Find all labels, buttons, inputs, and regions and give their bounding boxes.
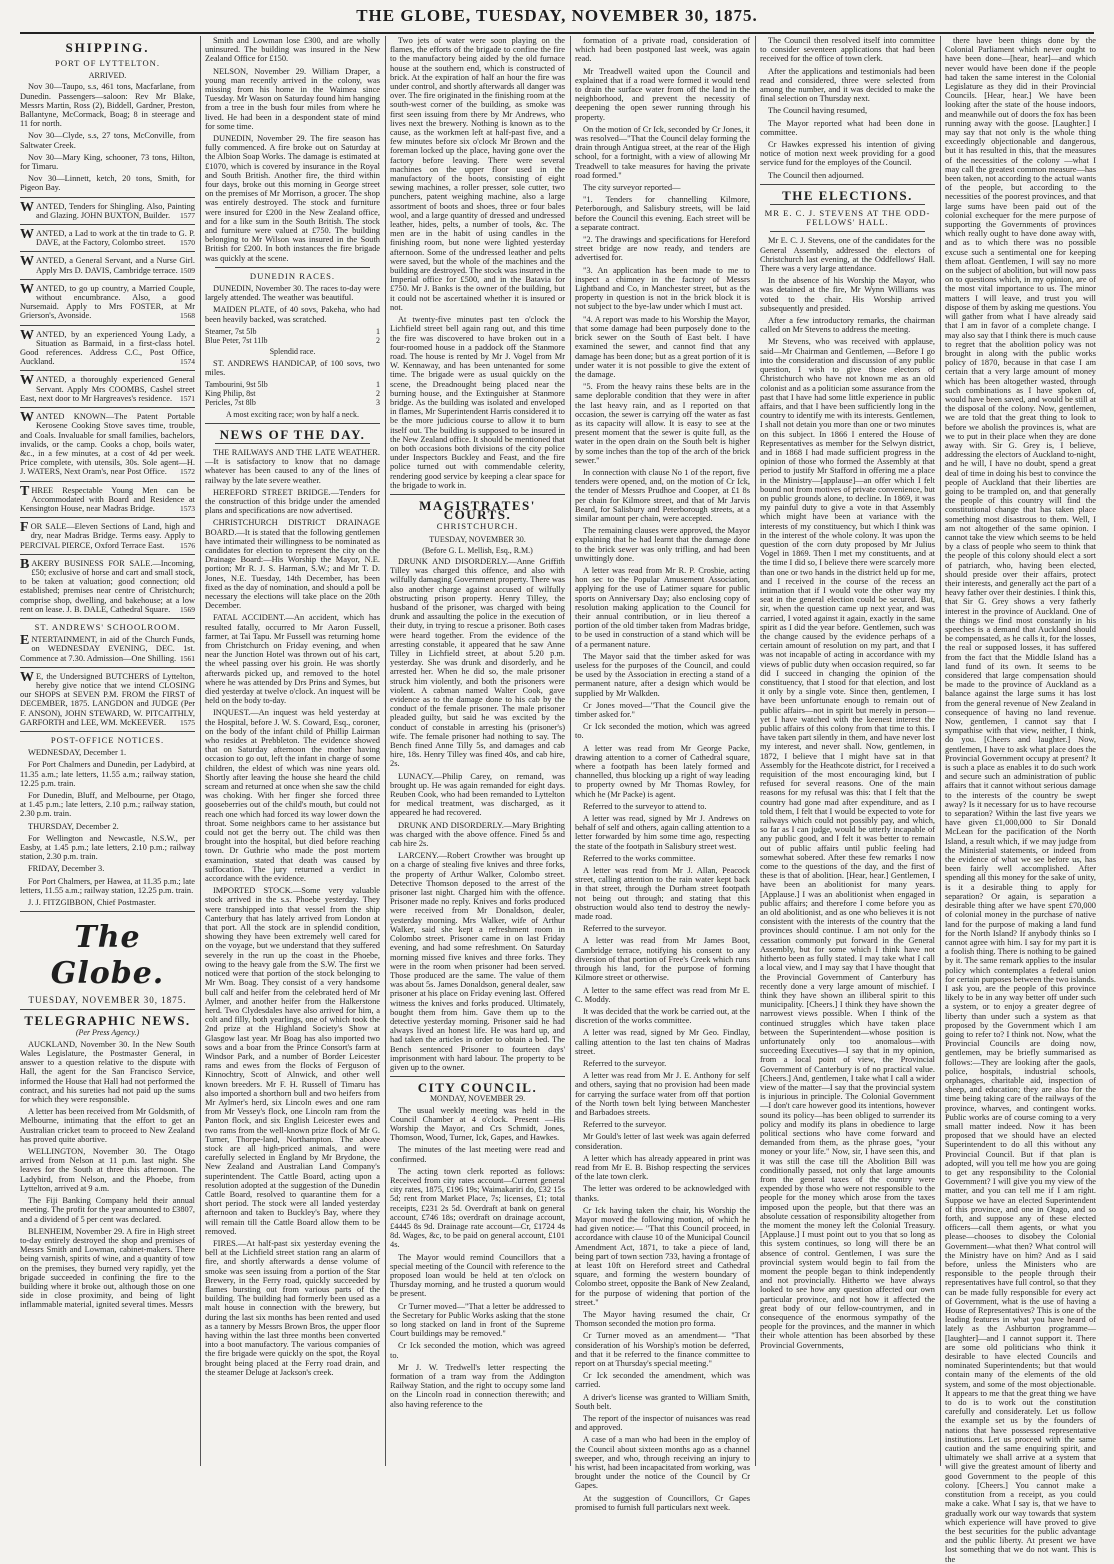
magistrates-city: CHRISTCHURCH.: [436, 521, 519, 532]
divider: [215, 443, 370, 444]
globe-logo: The Globe.: [50, 920, 165, 992]
ad-text: HREE Respectable Young Men can be Accommodated with Board and Residence at Kensington House, near Madras Bridge.: [20, 485, 195, 513]
council-paragraph: A letter to the same effect was read from Mr E. C. Moddy.: [575, 985, 750, 1004]
ad-initial: W: [20, 254, 34, 270]
classified-ad: [20, 412, 195, 476]
council-paragraph: It was decided that the work be carried out, at the discretion of the works committee.: [575, 1006, 750, 1026]
council-paragraph: "4. A report was made to his Worship the Mayor, that some damage had been purposely done to the brick sewer on the South of East belt. I have examined the sewer, and cannot find that any damage has been done; but as a great portion of it is under water it is not possible to give the extent of the damage.: [575, 314, 750, 379]
telegram-paragraph: A letter has been received from Mr Goldsmith, of Melbourne, intimating that the effort to get an Australian cricket team to proceed to New Zealand has proved quite abortive.: [20, 1107, 195, 1144]
horse-name: Blue Peter, 7st 11lb: [205, 336, 268, 346]
divider: [20, 911, 195, 912]
council-paragraph: A letter was read from Mr R. P. Crosbie, acting hon sec to the Popular Amusement Association, applying for the use of Latimer square for public sports on Anniversary Day; also enclosing copy of resolution making application to the Council for their annual contribution, or in lieu thereof a portion of the old timber taken from Madras bridge, to be used in construction of a stand which will be of a permanent nature.: [575, 565, 750, 649]
council-paragraph: Mr Treadwell waited upon the Council and explained that if a road were formed it would tend to drain the surface water from off the land in the neighborhood, and prevent the necessity of deepening the open sewer running through his property.: [575, 66, 750, 122]
council-close: [760, 36, 935, 180]
city-council-continuation: [575, 36, 750, 1512]
divider: [20, 731, 195, 732]
ad-initial: W: [20, 281, 34, 297]
column-6: [945, 36, 1096, 1564]
council-paragraph: "2. The drawings and specifications for Hereford street bridge are now ready, and tenders are advertised for.: [575, 235, 750, 263]
ad-number: 1509: [180, 265, 195, 275]
arrivals-list: [20, 82, 195, 192]
speech-paragraph: After a few introductory remarks, the chairman called on Mr Stevens to address the meeting.: [760, 316, 935, 335]
divider: [770, 231, 925, 232]
council-paragraph: The Council then adjourned.: [768, 170, 864, 180]
divider: [20, 667, 195, 668]
ad-number: 1561: [180, 653, 195, 663]
council-paragraph: A driver's license was granted to William Smith, South belt.: [575, 1392, 750, 1411]
races-report: [205, 284, 380, 324]
council-paragraph: The letter was ordered to be acknowledged with thanks.: [575, 1184, 750, 1203]
ad-text: ANTED, by an experienced Young Lady, a Situation as Barmaid, in a first-class hotel. Good references. Address C.C., Post Office, Auckland.: [20, 329, 195, 367]
post-office-entry: THURSDAY, December 2.: [28, 821, 119, 831]
divider: [770, 204, 925, 205]
ad-initial: W: [20, 669, 34, 685]
columns: [20, 36, 1096, 1564]
race-result-row: [205, 389, 380, 398]
council-paragraph: Cr Turner moved—"That a letter be addressed to the Secretary for Public Works asking that the stone so long stacked on land in front of the Supreme Court buildings may be removed.": [390, 1301, 565, 1339]
post-office-entry: FRIDAY, December 3.: [28, 864, 105, 874]
post-office-notices: [20, 748, 195, 907]
ad-initial: W: [20, 373, 34, 389]
council-paragraph: formation of a private road, consideration of which had been postponed last week, was again read.: [575, 36, 750, 64]
column-1: [20, 36, 195, 1466]
race-1-note: Splendid race.: [269, 347, 316, 357]
city-council-report: [390, 1106, 565, 1409]
race-result-row: [205, 336, 380, 345]
post-office-entry: For Port Chalmers, per Hawea, at 11.35 p.m.; late letters, 11.55 a.m.; railway station, 12.25 p.m. train.: [20, 876, 195, 895]
news-item: HEREFORD STREET BRIDGE.—Tenders for the construction of this bridge under the amended plans and specifications are now advertised.: [205, 487, 380, 516]
ad-initial: W: [20, 199, 34, 215]
ad-initial: W: [20, 227, 34, 243]
ad-initial: T: [20, 483, 30, 499]
elections-heading: THE ELECTIONS.: [782, 187, 913, 203]
divider: [20, 197, 195, 198]
council-paragraph: The Council having resumed,: [768, 106, 868, 116]
ad-text: ANTED KNOWN—The Patent Portable Kerosene Cooking Stove saves time, trouble, and Coals. Invaluable for small families, bachelors, invalids, or the camp. Cooks a chop, boils water, &c., in a few minutes, at a cost of 4d per week. Price complete, with utensils, 30s. Sole agent—H. J. WATERS, Next Oram's, near Post Office.: [20, 412, 195, 477]
ad-initial: F: [20, 520, 29, 536]
city-council-date: MONDAY, NOVEMBER 29.: [429, 1094, 526, 1104]
ad-text: E, the Undersigned BUTCHERS of Lyttelton, hereby give notice that we intend CLOSING our SHOPS at SEVEN P.M. FROM the FIRST of DECEMBER, 1875. LANGDON and JUDGE (Per F. ANSON), JOHN STEWARD, W. PITCAITHLY, GARFORTH and LEE, WM. McKEEVER.: [20, 671, 195, 727]
council-paragraph: A letter was read, signed by Mr Geo. Findlay, calling attention to the last ten chains of Madras street.: [575, 1028, 750, 1056]
council-paragraph: Mr Gould's letter of last week was again deferred consideration.: [575, 1132, 750, 1151]
column-rule: [940, 36, 941, 1466]
divider: [20, 407, 195, 408]
speech-paragraph: Mr E. C. J. Stevens, one of the candidates for the General Assembly, addressed the electors of Christchurch last evening, at the Oddfellows' Hall. There was a very large attendance.: [760, 236, 935, 274]
post-office-entry: For Wellington and Newcastle, N.S.W., per Easby, at 1.45 p.m.; late letters, 2.10 p.m.; railway station, 2.30 p.m. train.: [20, 833, 195, 862]
council-paragraph: The city surveyor reported—: [583, 183, 681, 193]
race-1-results: [205, 327, 380, 345]
post-office-entry: For Dunedin, Bluff, and Melbourne, per Otago, at 1.45 p.m.; late letters, 2.10 p.m.; railway station, 2.30 p.m. train.: [20, 791, 195, 819]
shipping-heading: SHIPPING.: [65, 40, 150, 55]
news-item: THE RAILWAYS AND THE LATE WEATHER. —It is satisfactory to know that no damage whatever has been caused to any of the lines of railway by the late severe weather.: [205, 447, 380, 485]
divider: [20, 1009, 195, 1010]
news-paragraph: NELSON, November 29. William Draper, a young man recently arrived in the colony, was missing from his home in the Waimea since Tuesday. Mr Wason on Saturday found him hanging from a tree in the bush four miles from where he lived. He had been in a despondent state of mind for some time.: [205, 66, 380, 131]
horse-name: Pericles, 7st 8lb: [205, 398, 256, 408]
council-paragraph: A letter was read from Mr George Packe, drawing attention to a corner of Cathedral square, where a footpath has been lately formed and channelled, thus blocking up a right of way leading to property owned by Mr Thomas Rowley, for which he (Mr Packe) is agent.: [575, 743, 750, 799]
school-ad: [20, 635, 195, 663]
council-paragraph: Referred to the surveyor.: [583, 1058, 667, 1068]
council-paragraph: The Mayor having resumed the chair, Cr Thomson seconded the motion pro forma.: [575, 1310, 750, 1329]
divider: [20, 554, 195, 555]
classified-ad: [20, 327, 195, 367]
council-paragraph: A letter was read from Mr J. Allan, Peacock street, calling attention to the rain water kept back in that street, through the Durham street footpath not being out through; and stating that this obstruction would also tend to destroy the newly-made road.: [575, 866, 750, 922]
divider: [20, 251, 195, 252]
council-paragraph: The Council then resolved itself into committee to consider seventeen applications that had been received for the office of town clerk.: [760, 36, 935, 64]
ad-initial: W: [20, 410, 34, 426]
telegram-paragraph: The Fiji Banking Company held their annual meeting. The profit for the year amounted to £3807, and a dividend of 5 per cent was declared.: [20, 1196, 195, 1224]
news-paragraph: DUNEDIN, November 29. The fire season has fully commenced. A fire broke out on Saturday at the Albion Soap Works. The damage is estimated at £1070, which is covered by insurance in the Royal and South British. Another fire, the third within four days, broke out this morning in George street on the premises of Mr Morrison, a grocer. The shop was entirely destroyed. The stock and furniture were insured for £200 in the New Zealand office, and for a like sum in the South British. The stock and furniture were valued at £750. The building belonging to Mr Wilson was insured in the South British for £200. In both instances the fire brigade was quickly at the scene.: [205, 134, 380, 263]
masthead-rule: [20, 32, 1094, 34]
ad-initial: W: [20, 327, 34, 343]
magistrates-cases: [390, 557, 565, 1072]
ad-text: ANTED, to go up country, a Married Couple, without encumbrance. Also, a good Nursemaid. Apply to Mrs FOSTER, at Mr Grierson's, Avonside.: [20, 283, 195, 321]
council-paragraph: Referred to the works committee.: [583, 853, 696, 863]
elections-subheading: MR E. C. J. STEVENS AT THE ODD-FELLOWS' HALL.: [764, 208, 931, 228]
news-item: IMPORTED STOCK.—Some very valuable stock arrived in the s.s. Phoebe yesterday. They were transhipped into that vessel from the ship Canterbury that has lately arrived from London at that port. All the stock are in splendid condition, showing they have been extremely well cared for on the voyage, but we understand that they suffered severely in the run up the coast in the Phoebe, owing to the heavy gale from the S.W. The first we noticed were that portion of the stock belonging to Mr Wm. Boag. They consist of a very handsome bull calf and heifer from the celebrated herd of Mr Aylmer, and another heifer from the Halkerstone herd. Two Clydesdales have also arrived for him, a colt and filly, both yearlings, one of which took the 2nd prize at the Highland Society's Show at Glasgow last year. Mr Boag has also imported two sows and a boar from the Prince Consort's farm at Windsor Park, and a number of Border Leicester rams and ewes from the flocks of Ferguson of Kinnochtry, Scott of Alnwick, and other well known breeders. Mr F. H. Russell of Timaru has also imported a shorthorn bull and two heifers from Mr Aylmer's herd, six Lincoln ewes and one ram from Mr Vessey's flock, one Lincoln ram from the Panton flock, and six English Leicester ewes and two rams from the well-known prize flock of Mr G. Turner, Thorpe-land, Northampton. The above stock are all high-priced animals, and were carefully selected in England by Mr Brydone, the New Zealand and Australian Land Company's superintendent. The Cattle Board, acting upon a resolution adopted at the suggestion of the Dunedin Cattle Board, resolved to quarantine them for a short period. The stock were all landed yesterday afternoon and taken to Buckley's Bay, where they will remain till the Cattle Board allow them to be removed.: [205, 886, 380, 1236]
council-paragraph: On the motion of Cr Ick, seconded by Cr Jones, it was resolved—"That the Council delay forming the drain through Antigua street, at the rear of the High school, for a fortnight, with a view of allowing Mr Treadwell to take measures for having the private road formed.": [575, 124, 750, 180]
council-paragraph: The Mayor said that the timber asked for was useless for the purposes of the Council, and could be used by the Association in erecting a stand of a permanent nature, after a design which would be supplied by Mr Walkden.: [575, 651, 750, 698]
fire-paragraph: Two jets of water were soon playing on the flames, the efforts of the brigade to confine the fire to the manufactory being aided by the old furnace house at the southern end, which is constructed of brick. At the expiration of half an hour the fire was under control, and shortly afterwards all danger was over. The fire originated in the finishing room at the south-west corner of the building, as smoke was first seen issuing from there by Mr Andrews, who lives next the brewery. Nothing is known as to the cause, as the workmen left at half-past five, and a few minutes before six o'clock Mr Brown and the foreman locked up the place, having gone over the factory before leaving. There were several machines on the upper floor used in the manufactory of the boots, consisting of eight sewing machines, a roller presser, sole cutter, two punchers, patent weighing machine, also a large assortment of boots and shoes, three or four bales wool, and a large quantity of dressed and undressed leather, hides, pelts, a number of tools, &c. The men are in the habit of using candles in the finishing room, but none were lighted yesterday afternoon. Some of the undressed leather and pelts were saved, but the whole of the machines and the building are destroyed. The stock was insured in the Imperial office for £500, and in the Batavia for £750. Mr J. Banks is the owner of the building, but it could not be ascertained whether it is insured or not.: [390, 36, 565, 312]
council-paragraph: Cr Ick seconded the motion, which was agreed to.: [390, 1341, 565, 1360]
news-item: FIRES.—At half-past six yesterday evening the bell at the Lichfield street station rang an alarm of fire, and shortly afterwards a dense volume of smoke was seen issuing from a portion of the Star Brewery, in the Ferry road, quickly succeeded by flames bursting out from various parts of the building. The building had formerly been used as a malt house in connection with the brewery, but during the last six months has been rented and used as a tannery by Messrs Brown Bros, the upper floor having within the last three months been converted into a boot manufactory. The various companies of the fire brigade were quickly on the spot, the Royal brought being placed at the Ferry road drain, and the steamer Deluge at Jackson's creek.: [205, 1238, 380, 1377]
fires-continuation: [390, 36, 565, 490]
ad-initial: E: [20, 633, 30, 649]
classified-ad: [20, 522, 195, 550]
council-paragraph: The minutes of the last meeting were read and confirmed.: [390, 1145, 565, 1164]
column-rule: [570, 36, 571, 1466]
classified-ad: [20, 256, 195, 274]
races-heading: DUNEDIN RACES.: [249, 270, 336, 281]
post-office-heading: POST-OFFICE NOTICES.: [50, 734, 165, 745]
magistrates-heading: MAGISTRATES' COURTS.: [419, 497, 536, 523]
divider: [20, 279, 195, 280]
ad-text: ANTED, a thoroughly experienced General Servant. Apply Mrs COOMBS, Cashel street East, next door to Mr Hargreaves's residence.: [20, 375, 195, 403]
council-paragraph: Referred to the surveyor to attend to.: [583, 801, 707, 811]
races-paragraph: DUNEDIN, November 30. The races to-day were largely attended. The weather was beautiful.: [205, 284, 380, 303]
divider: [20, 481, 195, 482]
divider: [20, 517, 195, 518]
fire-paragraph: At twenty-five minutes past ten o'clock the Lichfield street bell again rang out, and this time the fire was discovered to have broken out in a four-roomed house in a paddock off the Stanmore road. The house is rented by Mr J. Vogel from Mr W. Kennaway, and has been untenanted for some time. The brigade were as usual quickly on the scene, the Dreadnought being placed near the burning house, and the Extinguisher at Stanmore bridge. As the building was isolated and enveloped in flames, Mr Superintendent Harris considered it to be the more judicious course to allow it to burn itself out. The building is supposed to be insured in the New Zealand office. It should be mentioned that on both occasions both divisions of the city police under Inspectors Buckley and Feast, and the fire police turned out with commendable celerity, rendering good service by keeping a clear space for the brigade to work in.: [390, 315, 565, 490]
divider: [20, 224, 195, 225]
classified-ad: [20, 375, 195, 403]
arrived-heading: ARRIVED.: [88, 71, 127, 81]
horse-name: Tambourini, 9st 5lb: [205, 379, 268, 389]
news-of-day: [205, 448, 380, 1377]
divider: [760, 184, 935, 185]
speech-paragraph: In the absence of his Worship the Mayor, who was detained at the fire, Mr Wynn Williams was voted to the chair. His Worship arrived subsequently and presided.: [760, 276, 935, 313]
elections-report: [760, 236, 935, 1349]
race-result-row: [205, 327, 380, 336]
council-paragraph: The Mayor reported what had been done in committee.: [760, 118, 935, 137]
column-rule: [385, 36, 386, 1466]
column-rule: [200, 36, 201, 1466]
race-2-results: [205, 380, 380, 408]
page-masthead: THE GLOBE, TUESDAY, NOVEMBER 30, 1875.: [356, 6, 758, 25]
post-office-entry: J. J. FITZGIBBON, Chief Postmaster.: [28, 898, 156, 908]
news-of-day-heading: NEWS OF THE DAY.: [219, 426, 366, 442]
ad-number: 1572: [180, 467, 195, 477]
speech-paragraph: there have been things done by the Colonial Parliament which never ought to have been done—[hear, hear]—and which never would have been done if the people had taken the same interest in the Colonial Legislature as they did in their Provincial Councils. [Hear, hear.] We have been looking after the state of the house indoors, and meanwhile out of doors the fox has been running away with the goose. [Laughter.] I may say that not only is the whole thing exceedingly objectionable and dangerous, but it has resulted in this, that the measures of the necessities of the colony —what I may call the greatest common measure—has been taken, not according to the actual wants of the people, but according to the necessities of the poorest provinces, and that large sums have been paid out of the colonial exchequer for the mere purpose of supporting the Governments of provinces which really ought to have done away with, and as to which there was no possible excuse such a sentimental one for keeping them afloat. Gentlemen, I will say no more on the subject of abolition, but will now pass on to questions which, in my opinion, are of the most vital importance to us. The minor matters I will leave, and trust you will dispose of them by asking me questions. You will gather from what I have already said that I am in favor of a complete change. I may also say that I think there is much cause to regret that the abolition policy was not brought in along with the public works policy of 1870, because in that case I am certain that a very large amount of money which has been altogether wasted, through such combinations as I have spoken of, would have been saved, and would be still at the disposal of the colony. Now, gentlemen, we are told that the great thing to look to before we abolish the provinces is, what are we to put in their place when they are done away with. Sir G. Grey is, I believe, addressing the electors of Auckland to-night, and he will, I have no doubt, spend a great deal of time in doing his best to convince the people of Auckland that their liberties are going to be trampled on, and that generally the people of this country will find the constitutional change that has taken place something most disastrous to them. Well, I am not altogether of the same opinion. I cannot take the view which seems to be held by a class of people who seem to think that the people of this colony should elect a sort of patriarch, who, having been elected, should preside over their affairs, protect their interests, and generally act the part of a heavy father over their destinies. I think this, that Sir G. Grey shows a very fatherly interest in the province of Auckland. One of the things we find most constantly in his speeches is a demand that Auckland should be compensated, as he calls it, for the losses, the real or supposed losses, it has suffered from the fact that the Middle Island has a land fund of its own. It seems to be considered that large compensation should be made to the province of Auckland as a balance against the large sums it has lost from the general revenue of New Zealand in consequence of having no land revenue. Now, gentlemen, I cannot say that I sympathise with that view, neither, I think, do you. [Cheers and laughter.] Now, gentlemen, I have to ask what place does the Provincial Government occupy at present? It is such a place as enables it to do such work and secure such an administration of public affairs that it cannot without serious damage to the interests of the country be swept away? Is it necessary for us to have recourse to separation? Within the last five years we have given £1,000,000 to Sir Donald McLean for the pacification of the North Island, a result which, if we may judge from the Ministerial statements, or indeed from the evidence of what we see before us, has been fairly well accomplished. After spending all this money for the sake of unity, is it a desirable thing to apply for separation? Or again, is separation a desirable thing after we have spent £70,000 of colonial money in the purchase of native land for the purpose of making a land fund for the North Island? If anybody thinks so I cannot agree with him. I say for my part it is a foolish thing. There is nothing to be gained by it. The same remark applies to the insular policy which contemplates a federal union for certain purposes between the two islands. I ask you, are the people of this province likely to be in any way better off under such a system, or to enjoy a greater degree of liberty than under such a system as that proposed by the Government which I am going to refer to? I think not. Now, what the Provincial Councils are doing now, gentlemen, may be briefly summarised as follows:—They are looking after the gaols, police, hospitals, industrial schools, orphanages, charitable aid, inspection of sheep, and education; they are also for the time being taking care of the railways of the province, wharves, and contingent works. Public works are of course coming to a very small matter indeed. Now it has been proposed that we should have an elected Superintendent to do all this without any Provincial Council. But if that plan is adopted, will you tell me how you are going to get any responsibility to the Colonial Government? I will give you my view of the matter, and you can tell me if I am right. Suppose we have an elected Superintendent of this province, and one in Otago, and so forth, and suppose any of these elected officers—call them agents, or what you please—chooses to disobey the Colonial Government—what then? What control will the Ministry have on him? And as I said before, unless the Ministers who are responsible to the people through their representatives have full control, so that they can be made fully responsible for every act of Government, what is the use of having a House of Representatives? This is one of the leading features in what you have heard of lately as the Ashburton programme—[laughter]—and I cannot support it. There are some old politicians who think it desirable to have elected Councils and nominated Superintendents; but that would contain many of the elements of the old system, and some of the most objectionable. It appears to me that the great thing we have to do is to work out the constitution carefully and considerately. Let us follow the example set us by the founders of nations that have possessed representative institutions. Let us proceed with the same caution and the same enquiring spirit, and ultimately we shall arrive at a system that will give the greatest amount of liberty and good Government to the people of this colony. [Cheers.] You cannot make a constitution from a receipt, as you could make a cake. What I say is, that we have to gradually work our way towards that system which experience will have proved to give the best securities for the public advantage and the public liberty. At present we have lost something that we do not want. This is the: [945, 36, 1096, 1564]
placing: 1: [376, 379, 380, 389]
horse-name: Steamer, 7st 5lb: [205, 326, 257, 336]
news-item: CHRISTCHURCH DISTRICT DRAINAGE BOARD.—It is stated that the following gentlemen have intimated their willingness to be nominated as candidates for election to represent the city on the Drainage Board:—His Worship the Mayor, N.E. portion; Mr R. J. S. Harman, S.W.; and Mr T. D. Jones, N.E. Tuesday, 14th December, has been fixed as the day of nomination, and should a poll be necessary the elections will take place on the 20th December.: [205, 518, 380, 611]
council-paragraph: Cr Ick having taken the chair, his Worship the Mayor moved the following motion, of which he had given notice:— "That this Council proceed, in accordance with clause 10 of the Municipal Council Amendment Act, 1871, to take a piece of land, being part of town section 733, having a frontage of at least 10ft on Hereford street and Cathedral square, and forming the western boundary of Colombo street, opposite the Bank of New Zealand, for the purpose of widening that portion of the street.": [575, 1205, 750, 1307]
divider: [215, 267, 370, 268]
placing: 1: [376, 326, 380, 336]
arrival-entry: Nov 30—Taupo, s.s, 461 tons, Macfarlane, from Dunedin. Passengers—saloon: Rev Mr Blake, Messrs Martin, Ross (2), Biddell, Gardner, Preston, Ballantyne, McCormack, Boag; 8 in steerage and 11 for north.: [20, 82, 195, 129]
ad-text: ANTED, a General Servant, and a Nurse Girl. Apply Mrs D. DAVIS, Cambridge terrace.: [36, 256, 195, 275]
classified-ad: [20, 556, 195, 614]
telegraphic-heading: TELEGRAPHIC NEWS.: [24, 1013, 191, 1029]
telegraphic-byline: (Per Press Agency.): [75, 1027, 140, 1037]
ad-text: ANTED, a Lad to work at the tin trade to G. P. DAVE, at the Factory, Colombo street.: [36, 229, 195, 248]
telegram-paragraph: BLENHEIM, November 29. A fire in High street to-day entirely destroyed the shop and premises of Messrs Smith and Lowman, cabinet-makers. There being varnish, spirits of wine, and a quantity of tow on the premises, they burned very rapidly, yet the brigade succeeded in confining the fire to the building where it broke out, although those on one side in close proximity, and being of light inflammable material, ignited several times. Messrs: [20, 1226, 195, 1310]
court-case: DRUNK AND DISORDERLY.—Anne Griffith Tilley was charged this offence, and also with wilfully damaging Government property. There was also another charge against accused of wilfully obstructing prison property. Henry Tilley, the husband of the prisoner, was charged with being drunk and assaulting the police in the execution of their duty, in trying to rescue a prisoner. Both cases were heard together. From the evidence of the arresting constable, it appeared that he saw Anne Tilley in Lichfield street, at about 5.20 p.m. yesterday. She was drunk and disorderly, and he arrested her. When he did so, the male prisoner struck him violently, and both the prisoners were violent. A cabman named Walter Cook, gave evidence as to the damage done to his cab by the conduct of the female prisoner. The male prisoner pleaded guilty, but said he was excited by the conduct of constable in arresting his (prisoner's) wife. The female prisoner had nothing to say. The Bench fined Anne Tilly 5s, and damages and cab hire, 18s. Henry Tilley was fined 40s, and cab hire, 2s.: [390, 556, 565, 769]
magistrates-bench: (Before G. L. Mellish, Esq., R.M.): [422, 545, 533, 555]
telegram-paragraph: WELLINGTON, November 30. The Otago arrived from Nelson at 11 p.m. last night. She leaves for the South at three this afternoon. The Ladybird, from Nelson, and the Phoebe, from Lyttelton, arrived at 9 a.m.: [20, 1147, 195, 1193]
council-paragraph: "3. An application has been made to me to inspect a chimney in the factory of Messrs Lightband and Co, in Manchester street, but as the property in question is not in the brick block it is not subject to the bye-law under which I must act.: [575, 265, 750, 312]
ad-number: 1576: [180, 540, 195, 550]
divider: [20, 325, 195, 326]
news-item: INQUEST.—An inquest was held yesterday at the Hospital, before J. W. S. Coward, Esq., coroner, on the body of the infant child of Phillip Lairman who resides at Prebbleton. The evidence showed that on Saturday afternoon the mother having occasion to go out, left the infant in charge of some children, the eldest of which was nine years old. Shortly after leaving the house she heard the child scream and returned at once when she saw the child was choking. With her finger she forced three gooseberries out of the child's mouth, but could not reach one which had forced its way lower down the throat. Some neighbors came to her assistance but could not get the berry out. The child was then brought into the hospital, but died before reaching town. Dr Guthrie who made the post mortem examination, stated that death was caused by suffocation. The jury returned a verdict in accordance with the evidence.: [205, 708, 380, 884]
divider: [205, 423, 380, 424]
race-result-row: [205, 380, 380, 389]
council-paragraph: The remaining clauses were approved, the Mayor explaining that he had learnt that the damage done to the brick sewer was only trifling, and had been unwittingly done.: [575, 526, 750, 563]
council-paragraph: The report of the inspector of nuisances was read and approved.: [575, 1414, 750, 1433]
council-paragraph: A letter was read from Mr James Boot, Cambridge terrace, notifying his consent to any diversion of that portion of Free's Creek which runs through his land, for the purpose of forming Kilmore street or otherwise.: [575, 936, 750, 983]
telegraphic-news: [20, 1040, 195, 1310]
divider: [20, 370, 195, 371]
classified-ad: [20, 199, 195, 220]
city-council-heading: CITY COUNCIL.: [417, 1080, 538, 1096]
council-paragraph: Cr Turner moved as an amendment— "That consideration of his Worship's motion be deferred, and that it be referred to the finance committee to report on at Thursday's special meeting.": [575, 1331, 750, 1369]
placing: 2: [376, 336, 380, 346]
council-paragraph: A letter was read, signed by Mr J. Andrews on behalf of self and others, again calling attention to a letter forwarded by him some time ago, respecting the state of the footpath in Salisbury street west.: [575, 814, 750, 851]
race-2-title: ST. ANDREWS HANDICAP, of 100 sovs, two miles.: [205, 358, 380, 377]
butchers-ad: [20, 669, 195, 727]
news-continuation: [205, 36, 380, 263]
ad-initial: B: [20, 556, 30, 572]
horse-name: King Philip, 8st: [205, 389, 256, 399]
news-paragraph: Smith and Lowman lose £300, and are wholly uninsured. The building was insured in the New Zealand Office for £150.: [205, 36, 380, 64]
ad-text: AKERY BUSINESS FOR SALE.—Incoming, £50; exclusive of horse and cart and small stock, to be taken at valuation; good connection; old established; premises near centre of Christchurch; comprise shop, dwelling, and bakehouse; at a low rent on lease. J. B. DALE, Cathedral Square.: [20, 558, 195, 614]
magistrates-date: TUESDAY, NOVEMBER 30.: [429, 534, 526, 544]
elections-continuation: [945, 36, 1096, 1564]
arrival-entry: Nov 30—Mary King, schooner, 73 tons, Hilton, for Timaru.: [20, 152, 195, 172]
ad-number: 1574: [180, 357, 195, 367]
races-paragraph: MAIDEN PLATE, of 40 sovs, Pakeha, who had been heavily backed, was scratched.: [205, 305, 380, 324]
ad-number: 1570: [180, 238, 195, 248]
classified-ad: [20, 483, 195, 514]
council-paragraph: "5. From the heavy rains these belts are in the same deplorable condition that they were in after the last heavy rain, and as I reported on that occasion, the sewer is carrying off the water as fast as its capacity will allow. It is easy to see at the present moment that the sewer is quite full, as the water in the open drain on the South belt is higher by some inches than the top of the arch of the brick sewer.": [575, 382, 750, 465]
council-paragraph: Cr Jones moved—"That the Council give the timber asked for.": [575, 700, 750, 720]
council-paragraph: The acting town clerk reported as follows: Received from city rates account—Current general city rates, 1875, £196 19s; Waimakariri do, £32 15s 5d; rent from Market Place, 7s; licenses, £1; total receipts, £231 2s 5d. Overdraft at bank on general account, £746 18s; overdraft on drainage account, £4445 8s 9d. Drainage rate account—Cr, £1724 4s 8d. Wages, &c, to be paid on general account, £101 4s.: [390, 1166, 565, 1250]
ad-number: 1568: [180, 311, 195, 321]
council-paragraph: "1. Tenders for channelling Kilmore, Peterborough, and Salisbury streets, will be laid before the Council this evening. Each street will be a separate contract.: [575, 195, 750, 232]
column-4: [575, 36, 750, 1512]
telegram-paragraph: AUCKLAND, November 30. In the New South Wales Legislature, the Postmaster General, in answer to a question relative to the dispute with Hall, the agent for the San Francisco Service, informed the House that Hall had not performed the contract, and his sureties had not paid up the sums for which they were responsible.: [20, 1039, 195, 1105]
court-case: LUNACY.—Philip Carey, on remand, was brought up. He was again remanded for eight days. Reuben Cook, who had been remanded to Lyttelton for medical treatment, was discharged, as it appeared he had recovered.: [390, 771, 565, 818]
court-case: DRUNK AND DISORDERLY.—Mary Brighting was charged with the above offence. Fined 5s and cab hire 2s.: [390, 820, 565, 849]
divider: [390, 1076, 565, 1077]
classified-ads: [20, 199, 195, 614]
council-paragraph: Referred to the surveyor.: [583, 924, 667, 934]
speech-paragraph: Mr Stevens, who was received with applause, said—Mr Chairman and Gentlemen, —Before I go into the consideration and discussion of any public question, I wish to give those electors of Christchurch who have not known me as an old colonist and as a politician some assurance from the past that I have had some little experience in public affairs, and that I have been sufficiently long in the country to identify me with its interests. Gentlemen, I shall not detain you more than one or two minutes on this subject. In 1866 I entered the House of Representatives as member for the Selwyn district, and in 1868 I had made sufficient progress in the opinion of those who formed the Assembly at that period to justify Mr Stafford in offering me a place in the Ministry—[applause]—an offer which I felt bound not from motives of private convenience, but on public grounds alone, to decline. In 1869, it was my painful duty to give a vote in that Assembly which might have been at variance with the interests of my constituency, but which I think was in the interest of the whole colony. It was upon the question of the corn duty proposed by Mr Julius Vogel in 1869. Then I met my constituents, and at the time I did so, I believe there were scarcely more than one or two hands in the district held up for me, and I received in the course of the recess an intimation that if I would vote the other way my seat in the general election could be secured. But, sir, when the question came up next year, and was carried, I voted against it again, exactly in the same spirit as I did the year before. Gentlemen, such was the change caused by the evidence perhaps of a certain amount of resolution on my part, and that I was not incapable of acting in accordance with my views of public duty when occasion required, so far did I succeed in changing the opinion of the constituency, that I stood for that election, and lost it only by a single vote. Since then, gentlemen, I have been unfortunate enough to remain out of public affairs—not in spirit but merely in person—yet I have watched with the keenest interest the public affairs of this colony from that time to this. I have taken part silently in them, and have never lost my interest, and never shall. Now, gentlemen, in 1872, I believe that I might have sat in that Assembly for the Heathcote district, for I received a requisition of the most encouraging kind, but I refused for several reasons. One of the main reasons for my refusal was this: that I felt that the country had gone mad after expenditure, and as I told them, I felt that I would be expected to vote for railways which could not possibly pay, and which, so far as I can judge, would be utterly incapable of any public good, and I felt it was better to remain out of public affairs until public feeling had somewhat sobered. After these few remarks I now come to the questions of the day, and the first of these is that of abolition. [Hear, hear.] Gentlemen, I have been an abolitionist for many years. [Applause.] I was an abolitionist when engaged in public affairs; and therefore I come before you as an old abolitionist, and as one who believes it is not consistent with the interests of the country that the provinces should continue. I am not only for the cessation commonly put forward in the General Assembly, but for some which I think have not hitherto been as fully stated. I may take what I call a local view, and I may say that I have thought that the Provincial Government of Canterbury has recently done a very large amount of mischief. I think they have shown an illiberal spirit to this municipality. [Cheers.] I think they have shown the narrowest views possible. When I think of the continued struggles which have taken place between the Superintendent—whose position is unfortunately only too anomalous—with succeeding Executives—I say that in my opinion, from a local point of view, the Provincial Government of Canterbury is of no practical value. [Cheers.] And, gentlemen, I take what I call a wider view of the matter—I say that the provincial system is injurious in principle. The Colonial Government—I don't care however good its intentions, however sound its policy—has been obliged to surrender its policy and modify its plans in obedience to large political sections who have come forward and demanded from them, as the phrase goes, "your money or your life." Now, sir, I have seen this, and it was still the case till the Abolition Bill was conditionally passed, not only that large amounts from the general taxes of the country were expended by those who were not responsible to the people for the money which arose from the taxes imposed upon the people, but that there was an absolute cessation of responsibility altogether from the moment the money left the Colonial Treasury. [Applause.] I must point out to you that so long as this system continues, so long will there be an absence of control. Gentlemen, I was sure the provincial system would begin to fail from the moment the people began to think independently and not provincially. Hitherto we have always looked to see how any question affected our own particular province, and not how it affected the great body of our fellow-countrymen, and in consequence of the enormous sympathy of the people for the provinces, and the manner in which their whole attention has been absorbed by these Provincial Governments,: [760, 337, 935, 1350]
arrival-entry: Nov 30—Clyde, s.s, 27 tons, McConville, from Saltwater Creek.: [20, 131, 195, 150]
arrival-entry: Nov 30—Linnett, ketch, 20 tons, Smith, for Pigeon Bay.: [20, 174, 195, 193]
classified-ad: [20, 229, 195, 247]
ad-number: 1569: [180, 604, 195, 614]
port-heading: PORT OF LYTTELTON.: [54, 58, 161, 68]
column-rule: [755, 36, 756, 1466]
council-paragraph: The usual weekly meeting was held in the Council Chamber at 4 o'clock. Present —His Worship the Mayor, and Crs Schmidt, Jones, Thomson, Wood, Turner, Ick, Gapes, and Hawkes.: [390, 1105, 565, 1143]
council-paragraph: Cr Hawkes expressed his intention of giving notice of motion next week providing for a good service fund for the employes of the Council.: [760, 140, 935, 168]
column-3: [390, 36, 565, 1466]
council-paragraph: A letter which has already appeared in print was read from Mr E. B. Bishop respecting the services of the late town clerk.: [575, 1153, 750, 1182]
divider: [20, 618, 195, 619]
council-paragraph: A case of a man who had been in the employ of the Council about sixteen months ago as a channel sweeper, and who, through receiving an injury to his wrist, had been incapacitated from working, was brought under the notice of the Council by Cr Gapes.: [575, 1435, 750, 1491]
news-item: FATAL ACCIDENT.—An accident, which has resulted fatally, occurred to Mr Aaron Fussell, farmer, at Tai Tapu. Mr Fussell was returning home from Christchurch on Friday evening, and when near the Junction Hotel was thrown out of his cart, the wheel passing over his groin. He was shortly afterwards picked up, and removed to the hotel where he was attended by Drs Prins and Symes, but died yesterday at twelve o'clock. An inquest will be held on the body to-day.: [205, 613, 380, 706]
council-paragraph: After the applications and testimonials had been read and considered, three were selected from among the number, and it was decided to make the final selection on Thursday next.: [760, 66, 935, 104]
issue-date: TUESDAY, NOVEMBER 30, 1875.: [28, 995, 187, 1006]
post-office-entry: WEDNESDAY, December 1.: [28, 748, 127, 758]
ad-number: 1571: [180, 393, 195, 403]
council-paragraph: The Mayor would remind Councillors that a special meeting of the Council with reference to the proposed loan would be held at ten o'clock on Thursday morning, and he trusted a quorum would be present.: [390, 1252, 565, 1299]
ad-number: 1575: [180, 717, 195, 727]
divider: [390, 494, 565, 495]
ad-text: ANTED, Tenders for Shingling. Also, Painting and Glazing. JOHN BUXTON, Builder.: [36, 201, 195, 220]
classified-ad: [20, 281, 195, 321]
placing: 2: [376, 389, 380, 399]
council-paragraph: A letter was read from Mr J. E. Anthony for self and others, saying that no provision had been made for carrying the surface water from off that portion of the North town belt lying between Manchester and Barbadoes streets.: [575, 1071, 750, 1117]
race-result-row: [205, 398, 380, 407]
column-5: [760, 36, 935, 1466]
council-paragraph: Referred to the surveyor.: [583, 1120, 667, 1130]
council-paragraph: Cr Ick seconded the motion, which was agreed to.: [575, 722, 750, 741]
council-paragraph: At the suggestion of Councillors, Cr Gapes promised to furnish full particulars next week.: [575, 1493, 750, 1512]
council-paragraph: In connection with clause No 1 of the report, five tenders were opened, and, on the motion of Cr Ick, the tender of Messrs Prudhoe and Cooper, at £1 8s per chain for Kilmore street, and that of Mr Jarvis Beard, for Salisbury and Peterborough streets, at a similar amount per chain, were accepted.: [575, 467, 750, 523]
ad-number: 1577: [180, 210, 195, 220]
council-paragraph: Mr J. W. Tredwell's letter respecting the formation of a tram way from the Addington Railway Station, and the right to occupy some land on the Lincoln road in connection therewith; and also having reference to the: [390, 1362, 565, 1409]
post-office-entry: For Port Chalmers and Dunedin, per Ladybird, at 11.35 a.m.; late letters, 11.55 a.m.; railway station, 12.25 p.m. train.: [20, 760, 195, 788]
race-2-note: A most exciting race; won by half a neck.: [225, 409, 360, 419]
court-case: LARCENY.—Robert Crowther was brought up on a charge of stealing five knives and three forks, the property of Arthur Walker, Colombo street. Detective Thomson deposed to the arrest of the prisoner last night. Charged him with the offence. Prisoner made no reply. Knives and forks produced were received from Mr Donaldson, dealer, yesterday morning. Mrs Walker, wife of Arthur Walker, said she kept a refreshment room in Colombo street. Prisoner came in on last Friday evening, and had some refreshment. On Saturday morning missed five knives and three forks. They were in the room when prisoner had been served. Those produced are the same. The value of them was about 5s. James Donaldson, general dealer, saw prisoner at his place on Friday evening last. Offered witness the knives and forks produced. Ultimately, bought them from him. Gave them up to the detective yesterday morning. Prisoner said he had always lived an honest life. He was hard up, and had taken the articles in order to obtain a bed. The Bench sentenced Prisoner to fourteen days' imprisonment with hard labour. The property to be given up to the owner.: [390, 851, 565, 1072]
column-2: [205, 36, 380, 1466]
council-paragraph: Cr Ick seconded the amendment, which was carried.: [575, 1371, 750, 1390]
ad-text: NTERTAINMENT, in aid of the Church Funds, on WEDNESDAY EVENING, DEC. 1st. Commence at 7.30. Admission—One Shilling.: [20, 635, 195, 663]
ad-text: OR SALE—Eleven Sections of Land, high and dry, near Madras Bridge. Terms easy. Apply to PERCIVAL PIERCE, Oxford Terrace East.: [20, 522, 195, 550]
ad-number: 1573: [180, 503, 195, 513]
placing: 3: [376, 398, 380, 408]
school-heading: ST. ANDREWS' SCHOOLROOM.: [34, 621, 181, 632]
